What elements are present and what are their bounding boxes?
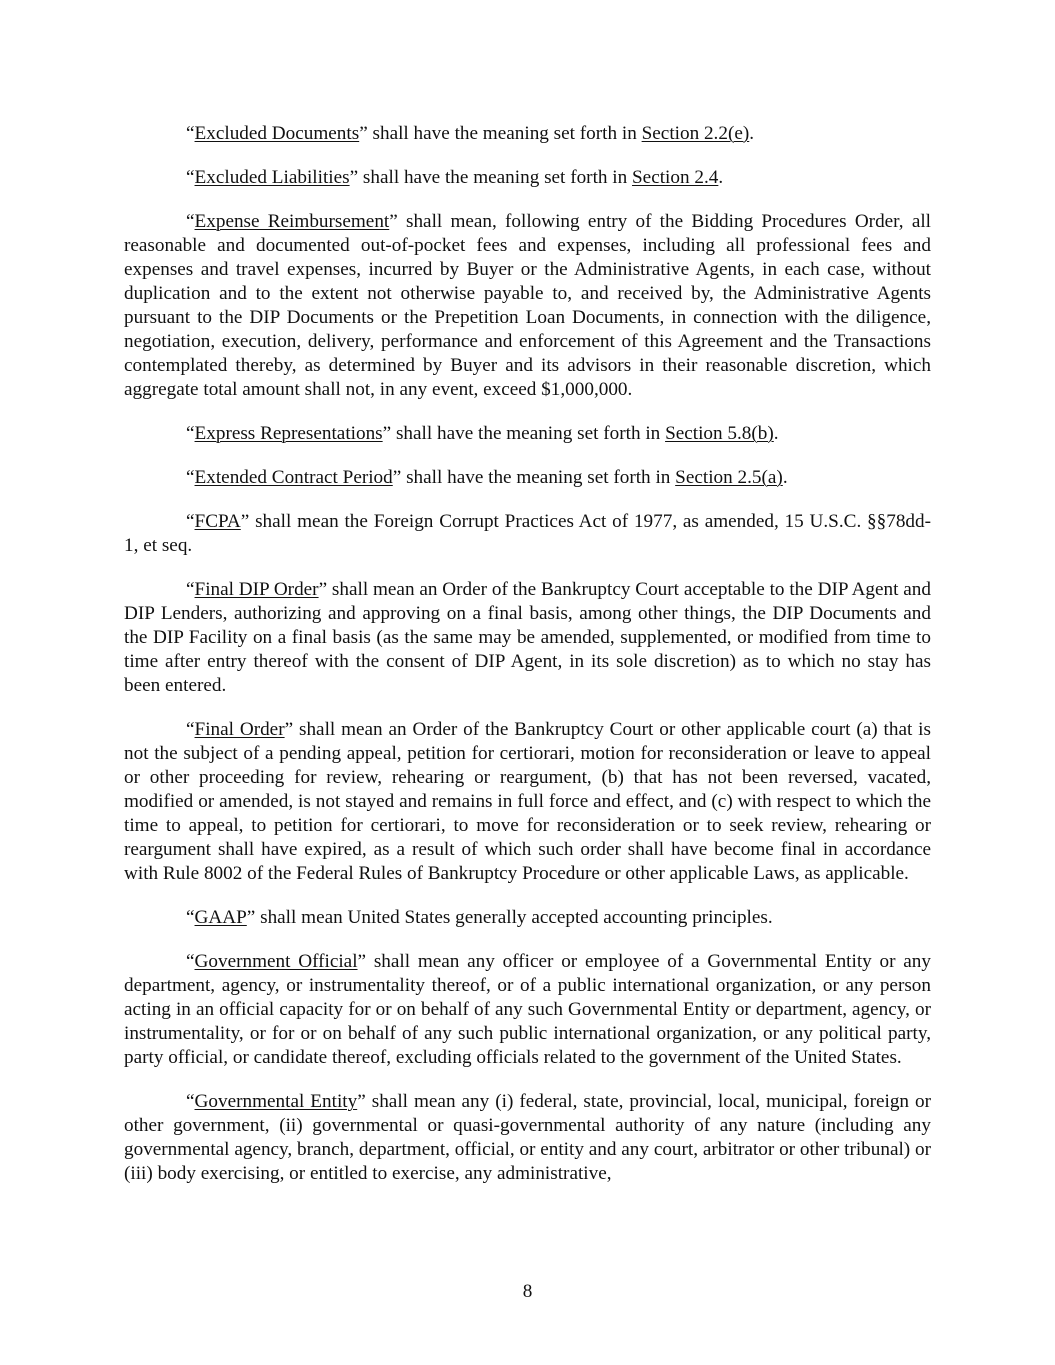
defined-term: FCPA: [194, 511, 241, 532]
definition-excluded-liabilities: “Excluded Liabilities” shall have the meaning set forth in Section 2.4.: [186, 167, 724, 188]
definition-text: shall have the meaning set forth in: [358, 167, 633, 188]
definition-gaap: “GAAP” shall mean United States generally accepted accounting principles.: [186, 907, 773, 928]
page-number: 8: [522, 1281, 533, 1302]
section-reference: Section 2.4: [632, 167, 719, 188]
definition-expense-reimbursement: “Expense Reimbursement” shall mean, following entry of the Bidding Procedures Order, all reasonable and documented out-of-pocket fees and expenses, including all professional fees and expenses and travel expenses, incurred by Buyer or the Administrative Agents, in each case, without duplication and to the extent not otherwise payable to, and received by, the Administrative Agents pursuant to the DIP Documents or the Prepetition Loan Documents, in connection with the diligence, negotiation, execution, delivery, performance and enforcement of this Agreement and the Transactions contemplated thereby, as determined by Buyer and its advisors in their reasonable discretion, which aggregate total amount shall not, in any event, exceed $1,000,000.: [124, 211, 931, 400]
definition-final-dip-order: “Final DIP Order” shall mean an Order of the Bankruptcy Court acceptable to the DIP Agent and DIP Lenders, authorizing and approving on a final basis, among other things, the DIP Documents and the DIP Facility on a final basis (as the same may be amended, supplemented, or modified from time to time after entry thereof with the consent of DIP Agent, in its sole discretion) as to which no stay has been entered.: [124, 579, 931, 696]
definition-text: shall have the meaning set forth in: [401, 467, 676, 488]
definition-final-order: “Final Order” shall mean an Order of the Bankruptcy Court or other applicable court (a) that is not the subject of a pending appeal, petition for certiorari, motion for reconsideration or leave to appeal or other proceeding for review, rehearing or reargument, (b) that has not been reversed, vacated, modified or amended, is not stayed and remains in full force and effect, and (c) with respect to which the time to appeal, to petition for certiorari, to move for reconsideration or to seek review, rehearing or reargument shall have expired, as a result of which such order shall have become final in accordance with Rule 8002 of the Federal Rules of Bankruptcy Procedure or other applicable Laws, as applicable.: [124, 719, 931, 884]
definition-excluded-documents: “Excluded Documents” shall have the meaning set forth in Section 2.2(e).: [186, 123, 755, 144]
defined-term: Extended Contract Period: [194, 467, 393, 488]
definition-express-representations: “Express Representations” shall have the meaning set forth in Section 5.8(b).: [186, 423, 779, 444]
document-page: [124, 122, 931, 1206]
defined-term: GAAP: [194, 907, 247, 928]
defined-term: Government Official: [194, 951, 358, 972]
definition-text: shall have the meaning set forth in: [391, 423, 666, 444]
definition-text: shall have the meaning set forth in: [367, 123, 642, 144]
definition-text: shall mean, following entry of the Bidding Procedures Order, all reasonable and documented out-of-pocket fees and expenses, including all professional fees and expenses and travel expenses, incurred by Buyer or the Administrative Agents, in each case, without duplication and to the extent not otherwise payable to, and received by, the Administrative Agents pursuant to the DIP Documents or the Prepetition Loan Documents, in connection with the diligence, negotiation, execution, delivery, performance and enforcement of this Agreement and the Transactions contemplated thereby, as determined by Buyer and its advisors in their reasonable discretion, which aggregate total amount shall not, in any event, exceed $1,000,000.: [124, 211, 931, 400]
defined-term: Excluded Liabilities: [194, 167, 350, 188]
defined-term: Final DIP Order: [194, 579, 319, 600]
definition-government-official: “Government Official” shall mean any officer or employee of a Governmental Entity or any department, agency, or instrumentality thereof, or of a public international organization, or any person acting in an official capacity for or on behalf of any such Governmental Entity or department, agency, or instrumentality, or for or on behalf of any such public international organization, or any political party, party official, or candidate thereof, excluding officials related to the government of the United States.: [124, 951, 931, 1068]
defined-term: Excluded Documents: [194, 123, 360, 144]
section-reference: Section 2.5(a): [675, 467, 783, 488]
definition-text: shall mean United States generally accepted accounting principles.: [255, 907, 773, 928]
defined-term: Express Representations: [194, 423, 383, 444]
definition-text: shall mean an Order of the Bankruptcy Court acceptable to the DIP Agent and DIP Lenders, authorizing and approving on a final basis, among other things, the DIP Documents and the DIP Facility on a final basis (as the same may be amended, supplemented, or modified from time to time after entry thereof with the consent of DIP Agent, in its sole discretion) as to which no stay has been entered.: [124, 579, 931, 696]
definition-fcpa: “FCPA” shall mean the Foreign Corrupt Practices Act of 1977, as amended, 15 U.S.C. §§78dd-1, et seq.: [124, 511, 931, 556]
definition-text: shall mean any (i) federal, state, provincial, local, municipal, foreign or other government, (ii) governmental or quasi-governmental authority of any nature (including any governmental agency, branch, department, official, or entity and any court, arbitrator or other tribunal) or (iii) body exercising, or entitled to exercise, any administrative,: [124, 1091, 931, 1184]
definition-extended-contract-period: “Extended Contract Period” shall have the meaning set forth in Section 2.5(a).: [186, 467, 788, 488]
section-reference: Section 2.2(e): [641, 123, 750, 144]
definition-text: shall mean an Order of the Bankruptcy Court or other applicable court (a) that is not the subject of a pending appeal, petition for certiorari, motion for reconsideration or leave to appeal or other proceeding for review, rehearing or reargument, (b) that has not been reversed, vacated, modified or amended, is not stayed and remains in full force and effect, and (c) with respect to which the time to appeal, to petition for certiorari, to move for reconsideration or to seek review, rehearing or reargument shall have expired, as a result of which such order shall have become final in accordance with Rule 8002 of the Federal Rules of Bankruptcy Procedure or other applicable Laws, as applicable.: [124, 719, 931, 884]
definition-text: shall mean the Foreign Corrupt Practices Act of 1977, as amended, 15 U.S.C. §§78dd-1, et seq.: [124, 511, 931, 556]
defined-term: Governmental Entity: [194, 1091, 358, 1112]
defined-term: Final Order: [194, 719, 285, 740]
definition-text: shall mean any officer or employee of a Governmental Entity or any department, agency, or instrumentality thereof, or of a public international organization, or any person acting in an official capacity for or on behalf of any such Governmental Entity or department, agency, or instrumentality, or for or on behalf of any such public international organization, or any political party, party official, or candidate thereof, excluding officials related to the government of the United States.: [124, 951, 931, 1068]
defined-term: Expense Reimbursement: [194, 211, 390, 232]
definition-governmental-entity: “Governmental Entity” shall mean any (i) federal, state, provincial, local, municipal, foreign or other government, (ii) governmental or quasi-governmental authority of any nature (including any governmental agency, branch, department, official, or entity and any court, arbitrator or other tribunal) or (iii) body exercising, or entitled to exercise, any administrative,: [124, 1091, 931, 1184]
section-reference: Section 5.8(b): [665, 423, 774, 444]
